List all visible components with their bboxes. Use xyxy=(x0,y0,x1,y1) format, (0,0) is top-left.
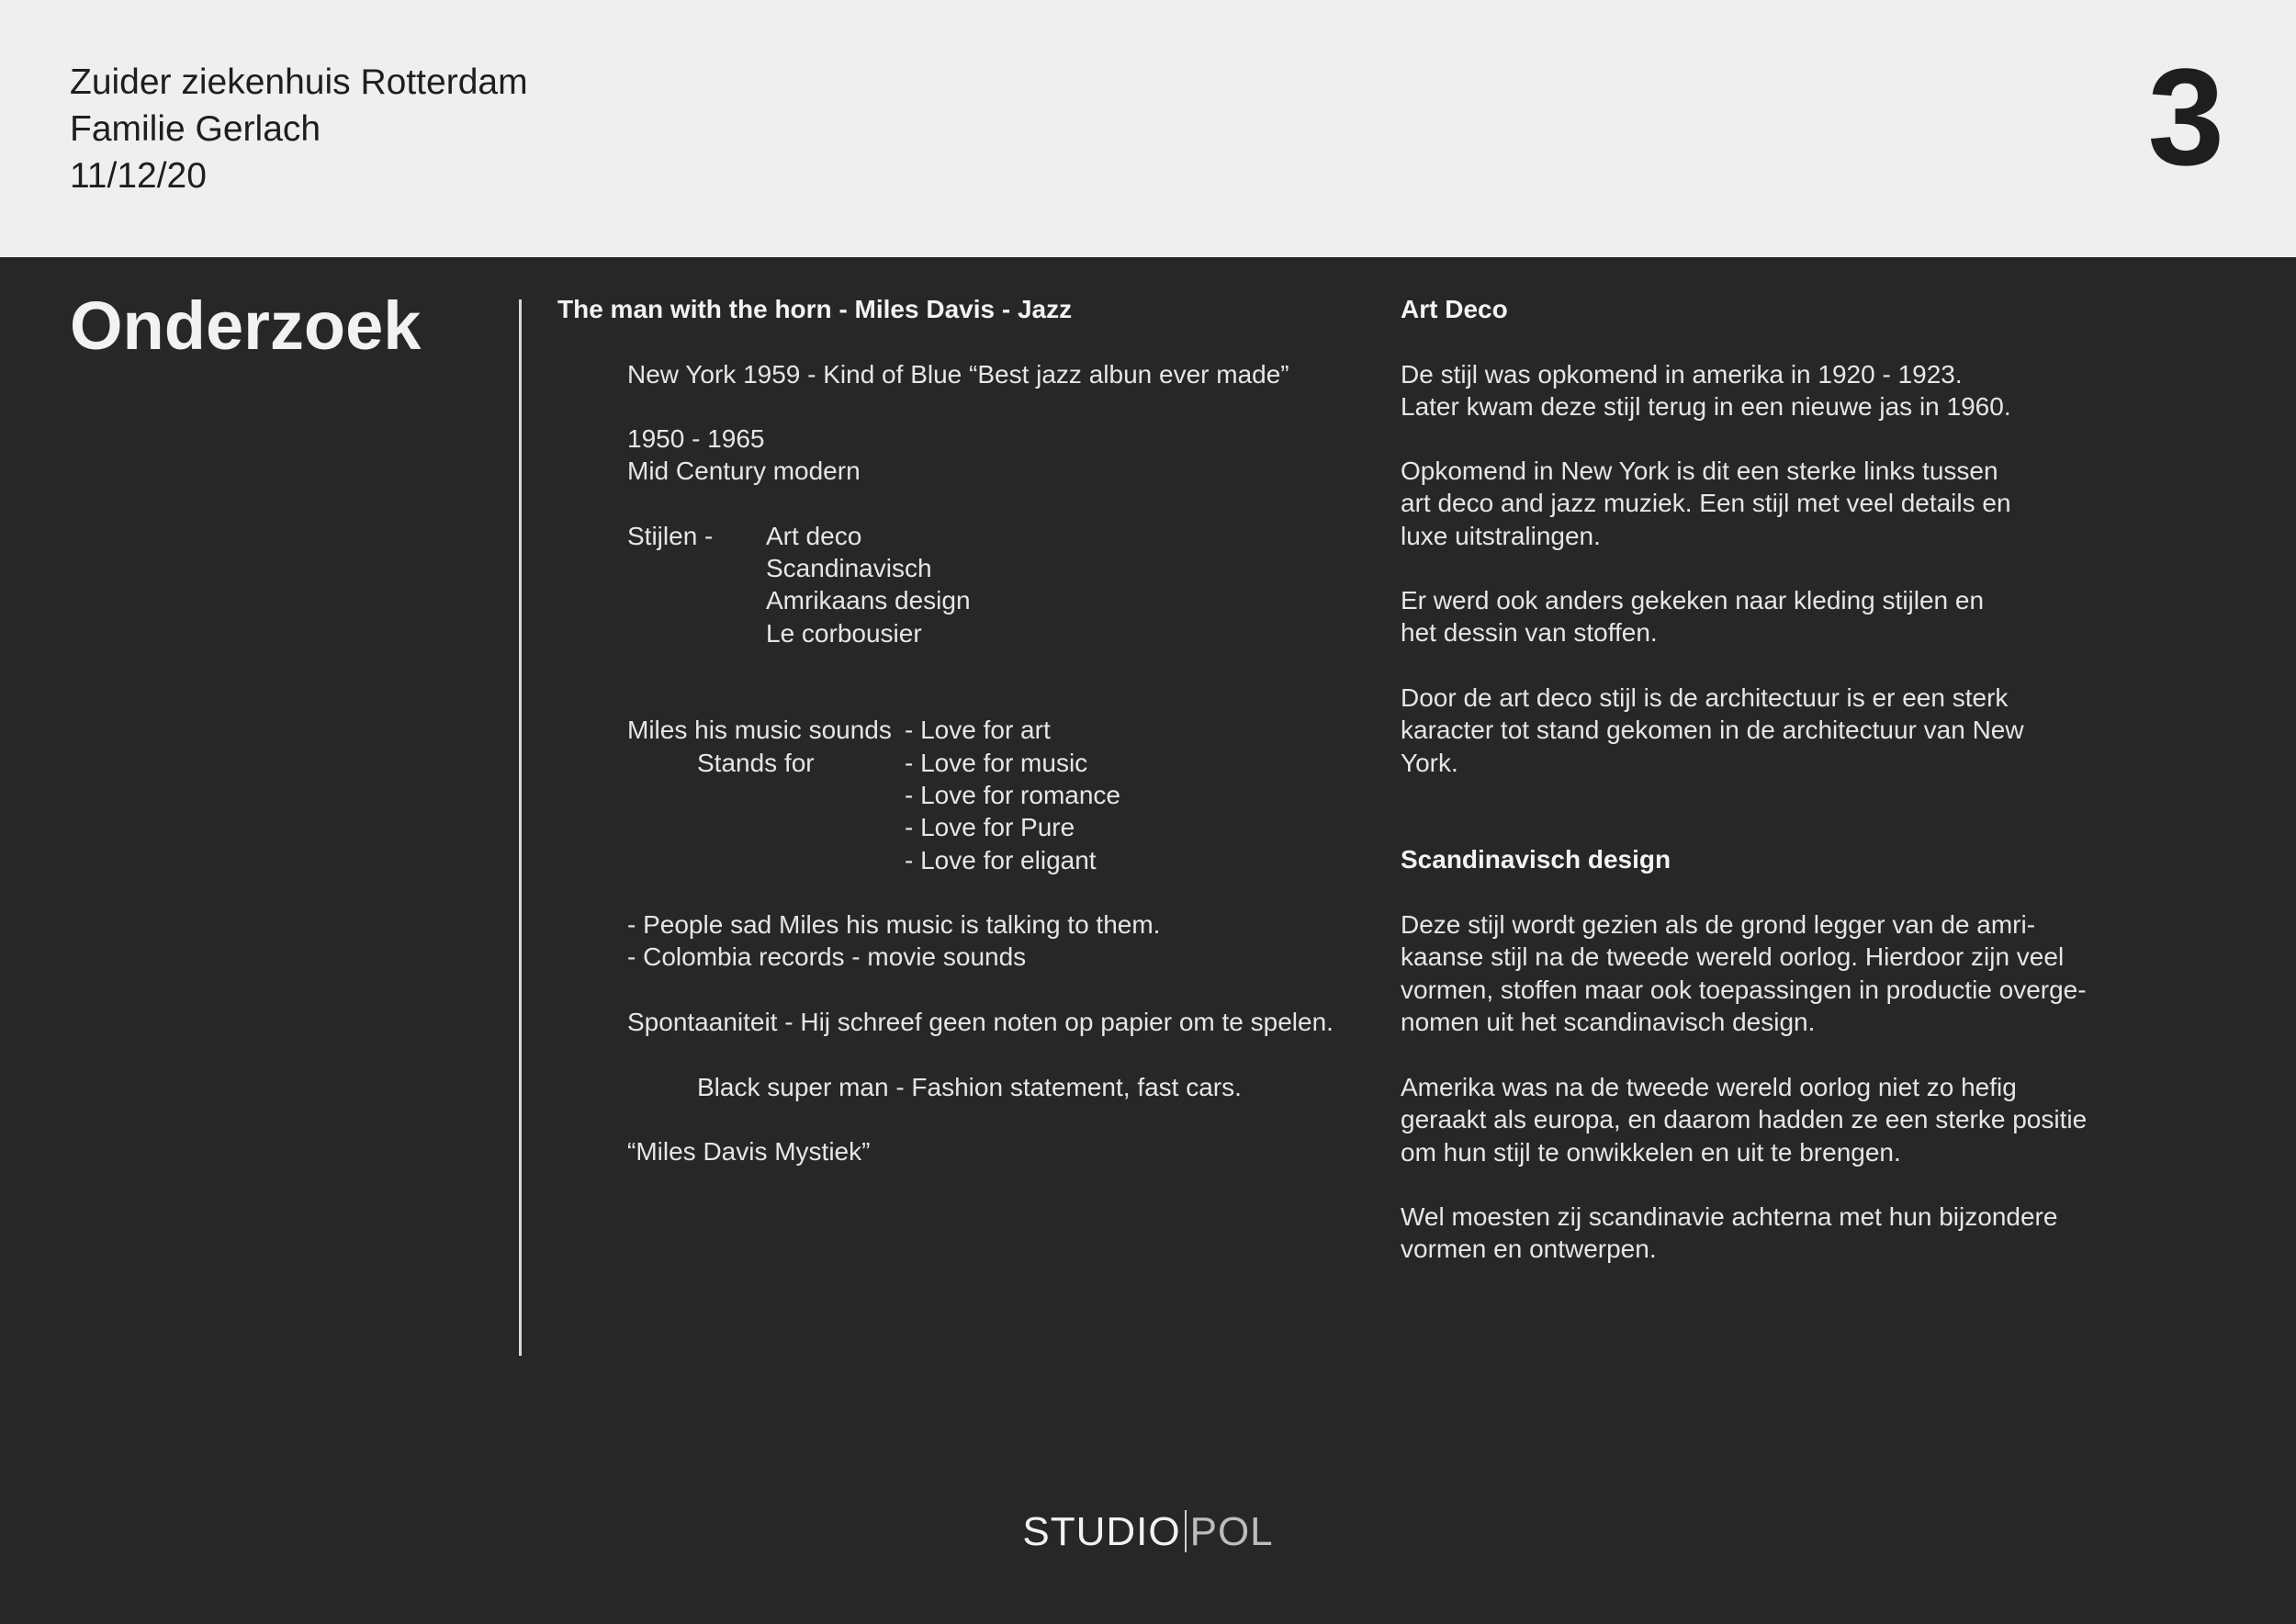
project-info xyxy=(70,59,528,199)
text-line: Deze stijl wordt gezien als de grond legger van de amri- xyxy=(1401,910,2036,939)
text-line: vormen, stoffen maar ook toepassingen in productie overge- xyxy=(1401,975,2087,1004)
text-line: luxe uitstralingen. xyxy=(1401,521,1601,550)
years-text: 1950 - 1965 xyxy=(627,424,765,453)
section-title: Onderzoek xyxy=(70,288,422,364)
text-line: York. xyxy=(1401,748,1458,777)
styles-label: Stijlen - xyxy=(627,522,714,550)
text-line: kaanse stijl na de tweede wereld oorlog. Hierdoor zijn veel xyxy=(1401,942,2065,972)
style-item: Art deco xyxy=(766,522,862,550)
music-item: - Love for eligant xyxy=(905,846,1097,874)
date: 11/12/20 xyxy=(70,156,207,196)
note-text: - Colombia records - movie sounds xyxy=(627,942,1027,971)
art-deco-paragraph xyxy=(1401,358,2099,423)
era-text: Mid Century modern xyxy=(627,457,861,485)
music-item: - Love for music xyxy=(905,749,1088,777)
art-deco-heading: Art Deco xyxy=(1401,295,1508,323)
art-deco-paragraph xyxy=(1401,455,2099,552)
scandinavisch-heading: Scandinavisch design xyxy=(1401,845,1671,874)
text-line: het dessin van stoffen. xyxy=(1401,618,1658,648)
text-line: geraakt als europa, en daarom hadden ze een sterke positie xyxy=(1401,1105,2088,1134)
text-line: Er werd ook anders gekeken naar kleding stijlen en xyxy=(1401,586,1985,615)
text-line: art deco and jazz muziek. Een stijl met veel details en xyxy=(1401,489,2011,518)
scandi-paragraph xyxy=(1401,908,2099,1038)
stands-for-label: Stands for xyxy=(697,749,815,777)
page-number: 3 xyxy=(2147,39,2224,194)
text-line: om hun stijl te onwikkelen en uit te brengen. xyxy=(1401,1137,1901,1167)
text-line: Wel moesten zij scandinavie achterna met hun bijzondere xyxy=(1401,1202,2058,1231)
art-deco-paragraph xyxy=(1401,584,2099,649)
style-item: Scandinavisch xyxy=(766,554,932,582)
hospital-name: Zuider ziekenhuis Rotterdam xyxy=(70,62,528,102)
music-item: - Love for art xyxy=(905,716,1051,744)
music-item: - Love for romance xyxy=(905,781,1120,809)
black-super-man-text: Black super man - Fashion statement, fast cars. xyxy=(697,1073,1242,1101)
logo-studio: STUDIO xyxy=(1022,1509,1181,1554)
music-label: Miles his music sounds xyxy=(627,716,892,744)
art-deco-paragraph xyxy=(1401,682,2099,779)
family-name: Familie Gerlach xyxy=(70,109,321,149)
text-line: vormen en ontwerpen. xyxy=(1401,1235,1657,1264)
vertical-divider xyxy=(519,299,522,1356)
header-band xyxy=(0,0,2296,257)
kind-of-blue-text: New York 1959 - Kind of Blue “Best jazz albun ever made” xyxy=(627,360,1289,389)
note-text: - People sad Miles his music is talking to them. xyxy=(627,910,1161,939)
music-item: - Love for Pure xyxy=(905,813,1075,841)
studio-pol-logo xyxy=(0,1506,2296,1558)
style-item: Le corbousier xyxy=(766,619,922,648)
mystique-text: “Miles Davis Mystiek” xyxy=(627,1137,871,1166)
text-line: nomen uit het scandinavisch design. xyxy=(1401,1007,1816,1036)
scandi-paragraph xyxy=(1401,1071,2099,1168)
text-line: Amerika was na de tweede wereld oorlog niet zo hefig xyxy=(1401,1073,2017,1101)
text-line: Opkomend in New York is dit een sterke links tussen xyxy=(1401,457,1998,485)
text-line: Door de art deco stijl is de architectuur is er een sterk xyxy=(1401,683,2009,712)
logo-pol: POL xyxy=(1189,1509,1274,1554)
text-line: De stijl was opkomend in amerika in 1920 - 1923. xyxy=(1401,360,1963,389)
scandi-paragraph xyxy=(1401,1201,2099,1266)
spontaneity-text: Spontaaniteit - Hij schreef geen noten op papier om te spelen. xyxy=(627,1008,1334,1036)
text-line: Later kwam deze stijl terug in een nieuwe jas in 1960. xyxy=(1401,392,2011,422)
text-line: karacter tot stand gekomen in de architectuur van New xyxy=(1401,716,2024,745)
style-item: Amrikaans design xyxy=(766,586,971,615)
miles-davis-heading: The man with the horn - Miles Davis - Jazz xyxy=(557,295,1073,323)
logo-separator xyxy=(1185,1510,1187,1552)
